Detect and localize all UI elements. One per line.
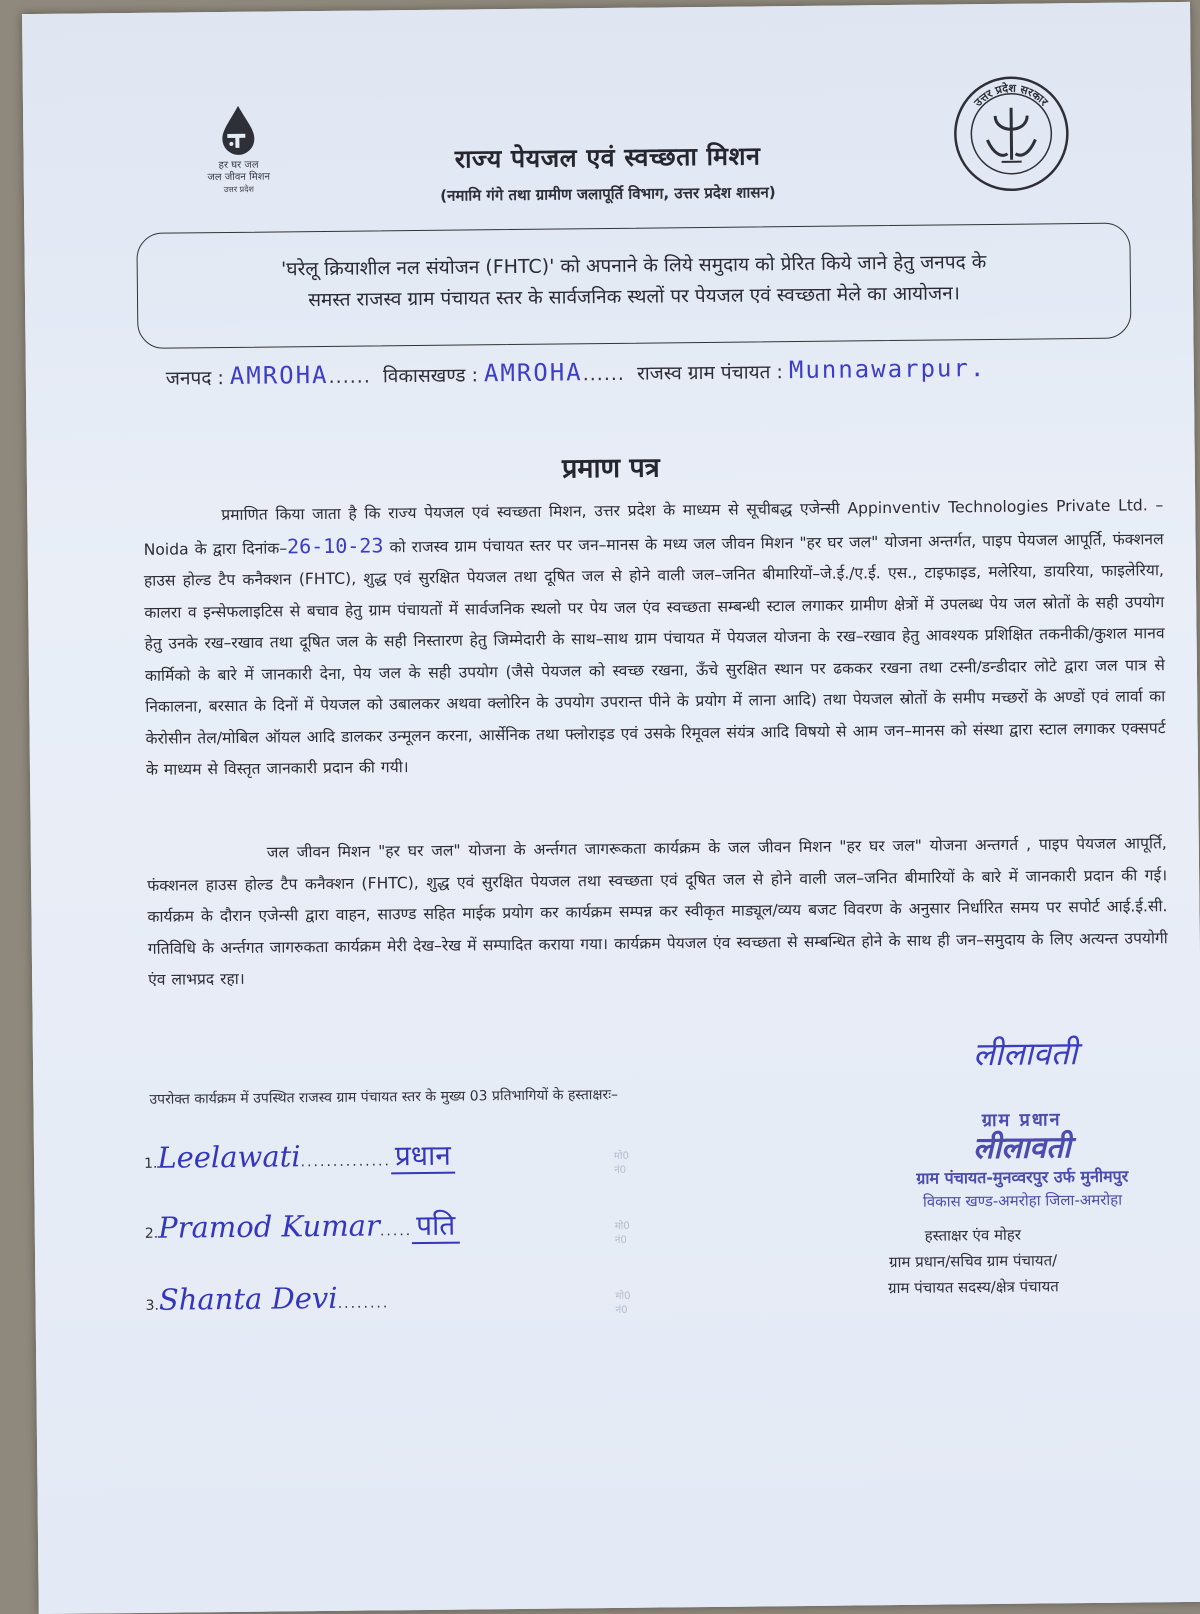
certificate-paragraph-1 (143, 490, 1166, 786)
participant-signature: Leelawati (157, 1139, 301, 1175)
participant-number: 3. (145, 1297, 160, 1314)
dotted-leader: ...... (582, 362, 626, 386)
event-date: 26-10-23 (286, 532, 384, 558)
signatory-line: ग्राम प्रधान/सचिव ग्राम पंचायत/ (889, 1251, 1058, 1272)
block-value: AMROHA (483, 358, 583, 388)
signatory-line: ग्राम पंचायत सदस्य/क्षेत्र पंचायत (887, 1277, 1059, 1298)
logo-caption-line: जल जीवन मिशन (207, 171, 271, 184)
participant-row (145, 1278, 631, 1333)
participant-role: प्रधान (391, 1139, 455, 1175)
panchayat-label: राजस्व ग्राम पंचायत : (636, 361, 784, 385)
participant-number: 1. (143, 1155, 158, 1172)
stamp-line: ग्राम पंचायत-मुनव्वरपुर उर्फ मुनीमपुर (916, 1166, 1129, 1188)
certificate-paragraph-2: जल जीवन मिशन "हर घर जल" योजना के अर्न्तगत जागरूकता कार्यक्रम के जल जीवन मिशन "हर घर जल" योजना अन्तगर्त , पाइप पेयजल आपूर्ति, फंक्शनल हाउस होल्ड टैप कनैक्शन (FHTC), शुद्ध एवं सुरक्षित पेयजल तथा स्वच्छता एवं दूषित जल से होने वाली जल–जनित बीमारियों के बारे में जानकारी प्रदान की गई। कार्यक्रम के दौरान एजेन्सी द्वारा वाहन, साउण्ड सहित माईक प्रयोग कर कार्यक्रम सम्पन्न कर स्वीकृत माड्यूल/व्यय बजट विवरण के अनुसार निर्धारित समय पर सपोर्ट आई.ई.सी. गतिविधि के अर्न्तगत जागरुकता कार्यक्रम मेरी देख–रेख में सम्पादित कराया गया। कार्यक्रम पेयजल एंव स्वच्छता से सम्बन्धित होने के साथ ही जन–समुदाय के लिए अत्यन्त उपयोगी एंव लाभप्रद रहा। (147, 834, 1168, 989)
district-value: AMROHA (229, 360, 329, 390)
banner-line: समस्त राजस्व ग्राम पंचायत स्तर के सार्वजनिक स्थलों पर पेयजल एवं स्वच्छता मेले का आयोजन। (308, 282, 961, 312)
participant-number: 2. (144, 1225, 159, 1242)
up-government-seal-icon (951, 73, 1072, 194)
participant-row (143, 1134, 630, 1189)
participant-role: पति (412, 1209, 459, 1244)
page-subtitle: (नमामि गंगे तथा ग्रामीण जलापूर्ति विभाग, उत्तर प्रदेश शासन) (440, 183, 776, 205)
stamp-line: लीलावती (972, 1130, 1072, 1167)
faint-label: मो0 नं0 (614, 1220, 630, 1246)
stamp-line: ग्राम प्रधान (981, 1109, 1062, 1132)
district-label: जनपद : (165, 367, 224, 390)
dotted-leader: .............. (300, 1153, 392, 1171)
signatory-line: हस्ताक्षर एंव मोहर (924, 1225, 1022, 1245)
participant-row (144, 1204, 630, 1259)
panchayat-value: Munnawarpur. (788, 354, 987, 385)
pradhan-handwritten-signature: लीलावती (972, 1034, 1078, 1074)
logo-caption-line: उत्तर प्रदेश (223, 184, 254, 195)
signatory-block (823, 1221, 1124, 1302)
dotted-leader: ..... (379, 1223, 413, 1240)
location-row (166, 352, 1176, 407)
faint-label: मो0 नं0 (613, 1150, 630, 1176)
para1-text-a: प्रमाणित किया जाता है कि राज्य पेयजल एवं स्वच्छता मिशन, उत्तर प्रदेश के माध्यम से सूचीबद्ध एजेन्सी Appinventiv Technologies Private Ltd. – Noida के द्वारा दिनांक– (143, 496, 1164, 559)
event-banner (136, 223, 1131, 349)
participant-signature: Shanta Devi (158, 1280, 338, 1317)
stamp-line: विकास खण्ड-अमरोहा जिला-अमरोहा (922, 1190, 1123, 1211)
banner-line: 'घरेलू क्रियाशील नल संयोजन (FHTC)' को अपनाने के लिये समुदाय को प्रेरित किये जाने हेतु जनपद के (280, 251, 987, 281)
faint-label: मो0 नं0 (615, 1290, 631, 1316)
certificate-heading: प्रमाण पत्र (561, 452, 660, 485)
participants-note: उपरोक्त कार्यक्रम में उपस्थित राजस्व ग्राम पंचायत स्तर के मुख्य 03 प्रतिभागियों के हस्ताक्षरः– (149, 1086, 619, 1108)
page-title: राज्य पेयजल एवं स्वच्छता मिशन (454, 141, 761, 174)
dotted-leader: ...... (328, 365, 371, 388)
dotted-leader: ........ (337, 1295, 390, 1312)
block-label: विकासखण्ड : (382, 364, 479, 388)
pradhan-stamp (872, 1106, 1173, 1213)
logo-caption-line: हर घर जल (218, 159, 259, 172)
para1-text-b: को राजस्व ग्राम पंचायत स्तर पर जन–मानस के मध्य जल जीवन मिशन "हर घर जल" योजना अन्तर्गत, पाइप पेयजल आपूर्ति, फंक्शनल हाउस होल्ड टैप कनैक्शन (FHTC), शुद्ध एवं सुरक्षित पेयजल तथा दूषित जल से होने वाली जल–जनित बीमारियों–जे.ई./ए.ई. एस., टाइफाइड, मलेरिया, डायरिया, फाइलेरिया, कालरा व इन्सेफलाइटिस से बचाव हेतु ग्राम पंचायतों में सार्वजनिक स्थलो पर पेय जल एंव स्वच्छता सम्बन्धी स्टाल लगाकर ग्रामीण क्षेत्रों में उपलब्ध पेय जल स्रोतों के सही उपयोग हेतु उनके रख–रखाव तथा दूषित जल के सही निस्तारण हेतु जिम्मेदारी के साथ–साथ ग्राम पंचायत में पेयजल योजना के रख–रखाव हेतु आवश्यक प्रशिक्षित तकनीकी/कुशल मानव कार्मिको के बारे में जानकारी देना, पेय जल के सही उपयोग (जैसे पेयजल को स्वच्छ रखना, ऊँचे सुरक्षित स्थान पर ढककर रखना तथा टस्नी/डन्डीदार लोटे द्वारा जल पात्र से निकालना, बरसात के दिनों में पेयजल को उबालकर अथवा क्लोरिन के उपयोग उपरान्त पीने के प्रयोग में लाना आदि) तथा पेयजल स्रोतों के समीप मच्छरों के अण्डों एवं लार्वा का केरोसीन तेल/मोबिल ऑयल आदि डालकर उन्मूलन करना, आर्सेनिक तथा फ्लोराइड एवं उसके रिमूवल संयंत्र आदि विषयो से आम जन–मानस को संस्था द्वारा स्टाल लगाकर एक्सपर्ट के माध्यम से विस्तृत जानकारी प्रदान की गयी। (143, 529, 1166, 779)
certificate-paper (22, 2, 1200, 1614)
participant-signature: Pramod Kumar (157, 1208, 381, 1245)
seal-text: उत्तर प्रदेश सरकार (971, 81, 1051, 110)
